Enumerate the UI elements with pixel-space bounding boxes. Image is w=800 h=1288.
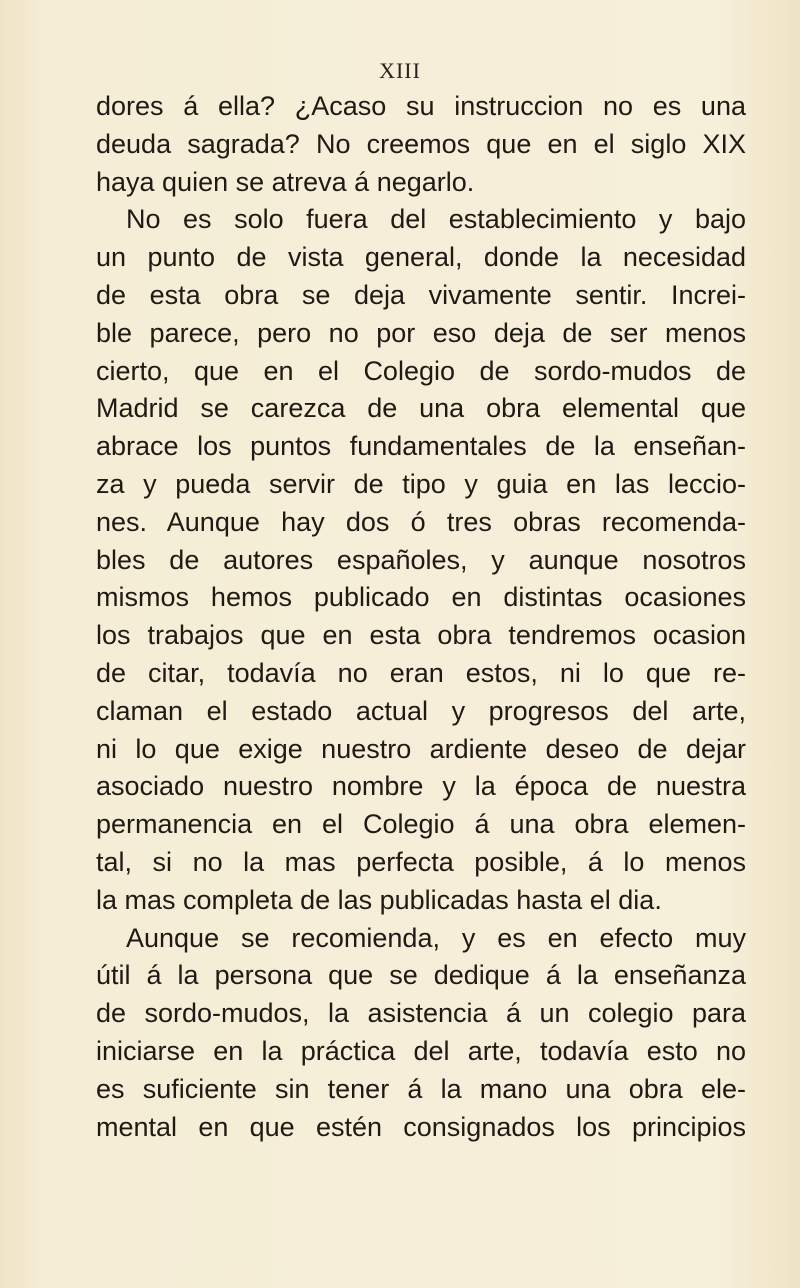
text-line: permanencia en el Colegio á una obra elemen- xyxy=(96,809,746,840)
text-line: Madrid se carezca de una obra elemental que xyxy=(96,393,746,424)
text-line: mismos hemos publicado en distintas ocasiones xyxy=(96,582,746,613)
text-line: de esta obra se deja vivamente sentir. Increi- xyxy=(96,279,746,310)
text-line: tal, si no la mas perfecta posible, á lo menos xyxy=(96,846,746,877)
text-line: dores á ella? ¿Acaso su instruccion no es una xyxy=(96,91,746,121)
text-line: abrace los puntos fundamentales de la enseñan- xyxy=(96,431,746,462)
text-line: ble parece, pero no por eso deja de ser menos xyxy=(96,317,746,348)
text-line: haya quien se atreva á negarlo. xyxy=(96,166,475,197)
page-number: XIII xyxy=(379,58,421,83)
text-line: za y pueda servir de tipo y guia en las leccio- xyxy=(96,468,746,499)
text-line: de sordo-mudos, la asistencia á un colegio para xyxy=(96,998,746,1029)
paragraph-start-line: Aunque se recomienda, y es en efecto muy xyxy=(126,922,746,953)
text-line: bles de autores españoles, y aunque nosotros xyxy=(96,544,746,575)
text-line: de citar, todavía no eran estos, ni lo que re- xyxy=(96,657,746,688)
text-line: es suficiente sin tener á la mano una obra ele- xyxy=(96,1073,746,1104)
text-line: claman el estado actual y progresos del arte, xyxy=(96,695,746,726)
text-line: nes. Aunque hay dos ó tres obras recomenda- xyxy=(96,506,746,537)
text-line: los trabajos que en esta obra tendremos ocasion xyxy=(96,620,746,651)
text-line: útil á la persona que se dedique á la enseñanza xyxy=(96,960,746,991)
text-line: cierto, que en el Colegio de sordo-mudos de xyxy=(96,355,746,386)
text-line: asociado nuestro nombre y la época de nuestra xyxy=(96,771,746,802)
paragraph-start-line: No es solo fuera del establecimiento y bajo xyxy=(126,204,746,235)
text-line: iniciarse en la práctica del arte, todavía esto no xyxy=(96,1035,746,1066)
text-line: ni lo que exige nuestro ardiente deseo de dejar xyxy=(96,733,746,764)
text-line: un punto de vista general, donde la necesidad xyxy=(96,242,746,273)
text-line: mental en que estén consignados los principios xyxy=(96,1111,746,1142)
text-line: deuda sagrada? No creemos que en el siglo XIX xyxy=(96,128,746,159)
text-line: la mas completa de las publicadas hasta el dia. xyxy=(96,884,662,915)
body-text xyxy=(96,88,746,1146)
